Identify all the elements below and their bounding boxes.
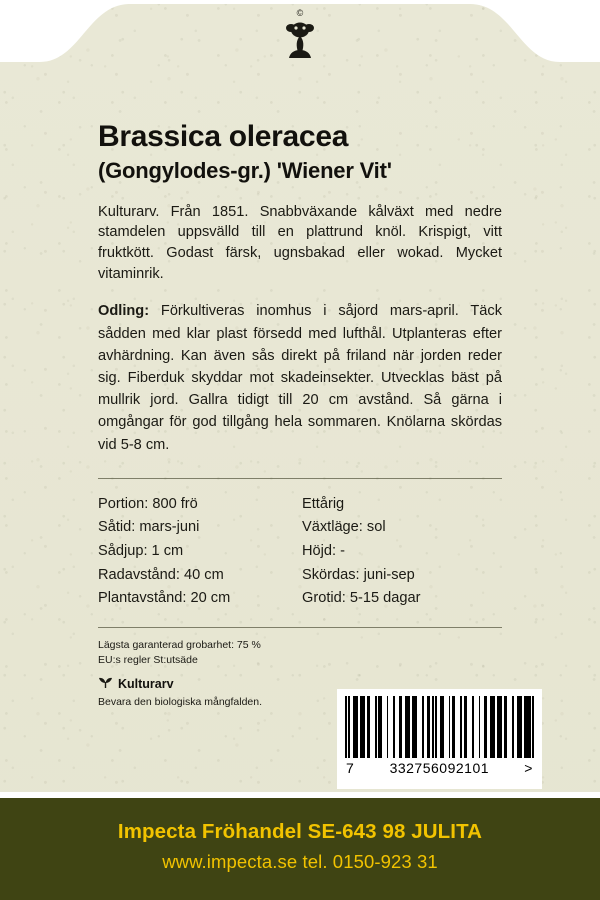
- barcode-number: 332756092101: [389, 760, 490, 776]
- kulturarv-label: Kulturarv: [118, 676, 174, 691]
- kulturarv-subtext: Bevara den biologiska mångfalden.: [98, 695, 263, 708]
- fact-row: Växtläge: sol: [302, 519, 386, 536]
- impecta-logo: [0, 6, 600, 67]
- fact-row: Såtid: mars-juni: [98, 519, 200, 536]
- footer-contact: www.impecta.se tel. 0150-923 31: [162, 851, 438, 872]
- germination-rate: Lägsta garanterad grobarhet: 75 %: [98, 638, 261, 651]
- barcode: [337, 689, 542, 789]
- growing-instructions: [98, 300, 502, 455]
- footer-bar: [0, 798, 600, 900]
- facts-table: [98, 493, 502, 611]
- fact-row: Höjd: -: [302, 542, 345, 559]
- growing-text: Förkultiveras inomhus i såjord mars-april. Täck sådden med klar plast försedd med lufthål. Utplanteras efter avhärdning. Kan även sås direkt på friland när jorden reder sig. Fiberduk skyddar mot skadeinsekter. Utvecklas bäst på mullrik jord. Gallra tidigt till 20 cm avstånd. Så gärna i omgångar för god tillgång hela sommaren. Knölarna skördas vid 5-8 cm.: [98, 303, 502, 453]
- description-text: Kulturarv. Från 1851. Snabbväxande kålväxt med nedre stamdelen uppsvälld till en plattrund knöl. Krispigt, vitt fruktkött. Godast färsk, ugnsbakad eller wokad. Mycket vitaminrik.: [98, 203, 502, 282]
- barcode-left-digit: 7: [346, 760, 355, 776]
- fact-row: Portion: 800 frö: [98, 495, 198, 512]
- eu-rules: EU:s regler St:utsäde: [98, 653, 198, 666]
- facts-column-right: [302, 493, 502, 611]
- kulturarv-badge: [98, 676, 338, 694]
- fact-row: Radavstånd: 40 cm: [98, 566, 224, 583]
- svg-text:©: ©: [296, 8, 304, 18]
- footnotes: [98, 638, 338, 709]
- page-title-latin-name: Brassica oleracea: [98, 120, 349, 153]
- growing-heading: Odling:: [98, 303, 150, 320]
- barcode-bars: [345, 696, 534, 758]
- facts-column-left: [98, 493, 298, 611]
- fact-row: Skördas: juni-sep: [302, 566, 415, 583]
- fact-row: Grotid: 5-15 dagar: [302, 590, 421, 607]
- title-block: [98, 120, 502, 184]
- barcode-right-digit: >: [524, 760, 533, 776]
- page-title-cultivar: (Gongylodes-gr.) 'Wiener Vit': [98, 157, 392, 183]
- fact-row: Sådjup: 1 cm: [98, 542, 184, 559]
- barcode-digits: [345, 758, 534, 776]
- divider-top: [98, 478, 502, 479]
- fact-row: Plantavstånd: 20 cm: [98, 590, 231, 607]
- fact-row: Ettårig: [302, 495, 345, 512]
- plant-sprout-icon: [98, 676, 113, 694]
- divider-bottom: [98, 627, 502, 628]
- footer-company: Impecta Fröhandel SE-643 98 JULITA: [117, 820, 483, 843]
